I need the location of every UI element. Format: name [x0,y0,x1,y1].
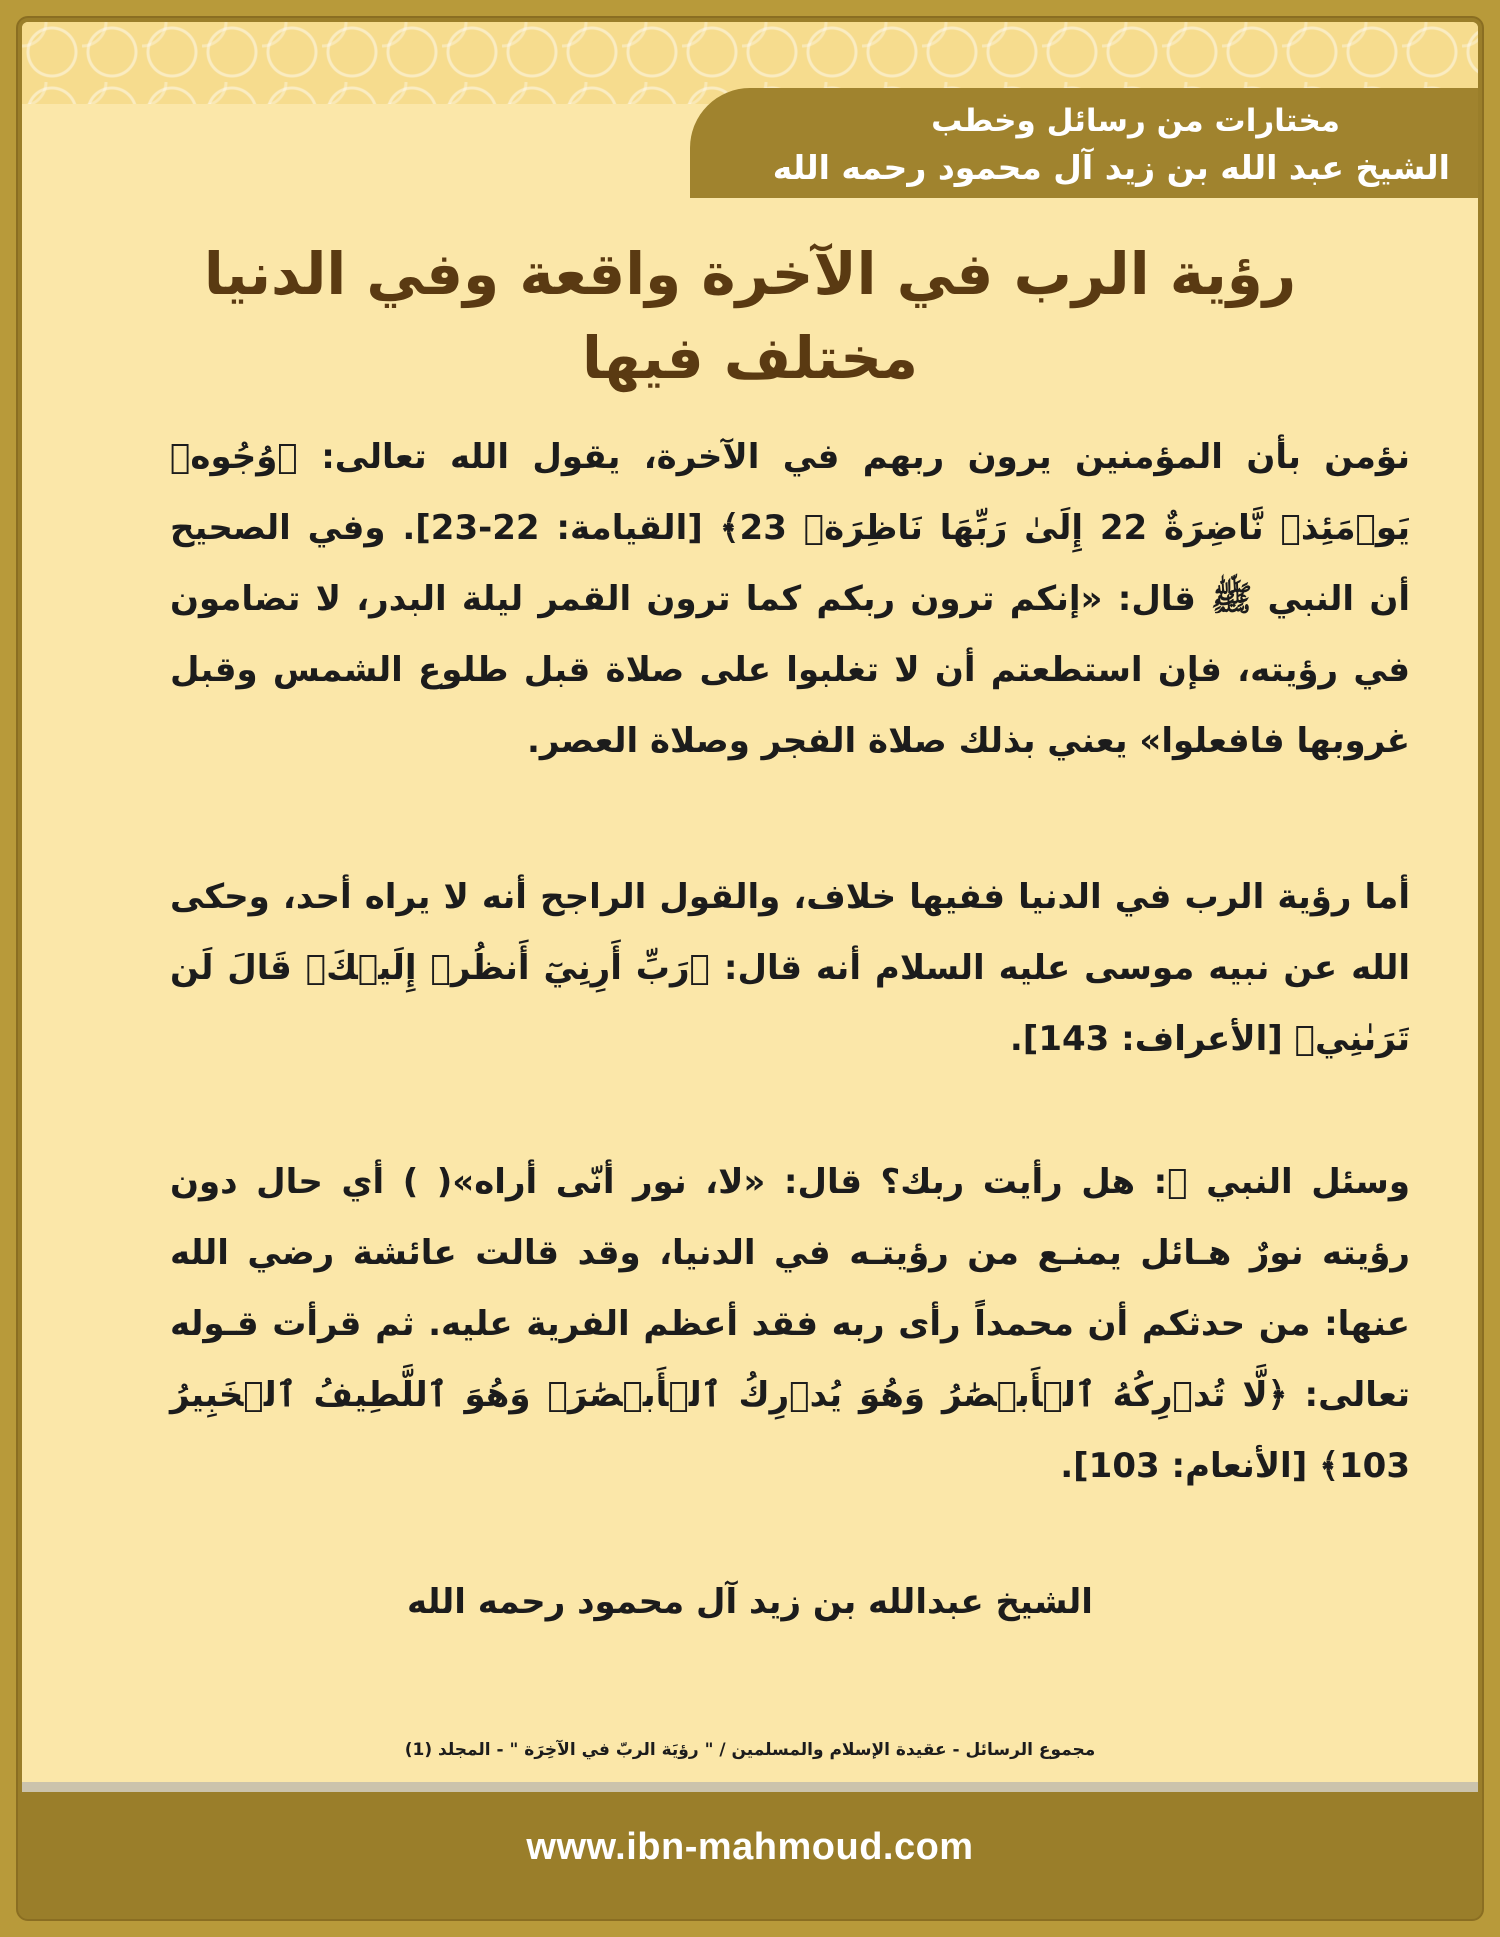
content-panel [22,22,1478,1782]
header-author-name: الشيخ عبد الله بن زيد آل محمود رحمه الله [772,148,1450,187]
author-signature: الشيخ عبدالله بن زيد آل محمود رحمه الله [407,1582,1093,1622]
header-collection-title: مختارات من رسائل وخطب [931,103,1340,139]
footer-band [22,1792,1478,1900]
page-title: رؤية الرب في الآخرة واقعة وفي الدنيا مختلف فيها [203,240,1297,392]
website-link[interactable]: www.ibn-mahmoud.com [526,1826,974,1868]
source-reference: مجموع الرسائل - عقيدة الإسلام والمسلمين / " رؤيَة الربّ في الآخِرَة " - المجلد (1) [404,1740,1096,1760]
paragraph-afterlife-vision: نؤمن بأن المؤمنين يرون ربهم في الآخرة، يقول الله تعالى: ﴿وُجُوهٞ يَوۡمَئِذٖ نَّاضِرَةٌ 22 إِلَىٰ رَبِّهَا نَاظِرَةٞ 23﴾ [القيامة: 22-23]. وفي الصحيح أن النبي ﷺ قال: «إنكم ترون ربكم كما ترون القمر ليلة البدر، لا تضامون في رؤيته، فإن استطعتم أن لا تغلبوا على صلاة قبل طلوع الشمس وقبل غروبها فافعلوا» يعني بذلك صلاة الفجر وصلاة العصر. [170,437,1410,761]
header-tab [690,88,1478,198]
paragraph-prophet-question: وسئل النبي ﷺ: هل رأيت ربك؟ قال: «لا، نور أنّى أراه»( ) أي حال دون رؤيته نورٌ هـائل يمنـع من رؤيتـه في الدنيا، وقد قالت عائشة رضي الله عنها: من حدثكم أن محمداً رأى ربه فقد أعظم الفرية عليه. ثم قرأت قـوله تعالى: ﴿لَّا تُدۡرِكُهُ ٱلۡأَبۡصَٰرُ وَهُوَ يُدۡرِكُ ٱلۡأَبۡصَٰرَۖ وَهُوَ ٱللَّطِيفُ ٱلۡخَبِيرُ 103﴾ [الأنعام: 103]. [170,1162,1410,1486]
paragraph-worldly-vision: أما رؤية الرب في الدنيا ففيها خلاف، والقول الراجح أنه لا يراه أحد، وحكى الله عن نبيه موسى عليه السلام أنه قال: ﴿رَبِّ أَرِنِيٓ أَنظُرۡ إِلَيۡكَۚ قَالَ لَن تَرَىٰنِي﴾ [الأعراف: 143]. [170,877,1410,1059]
footer-divider [22,1782,1478,1792]
